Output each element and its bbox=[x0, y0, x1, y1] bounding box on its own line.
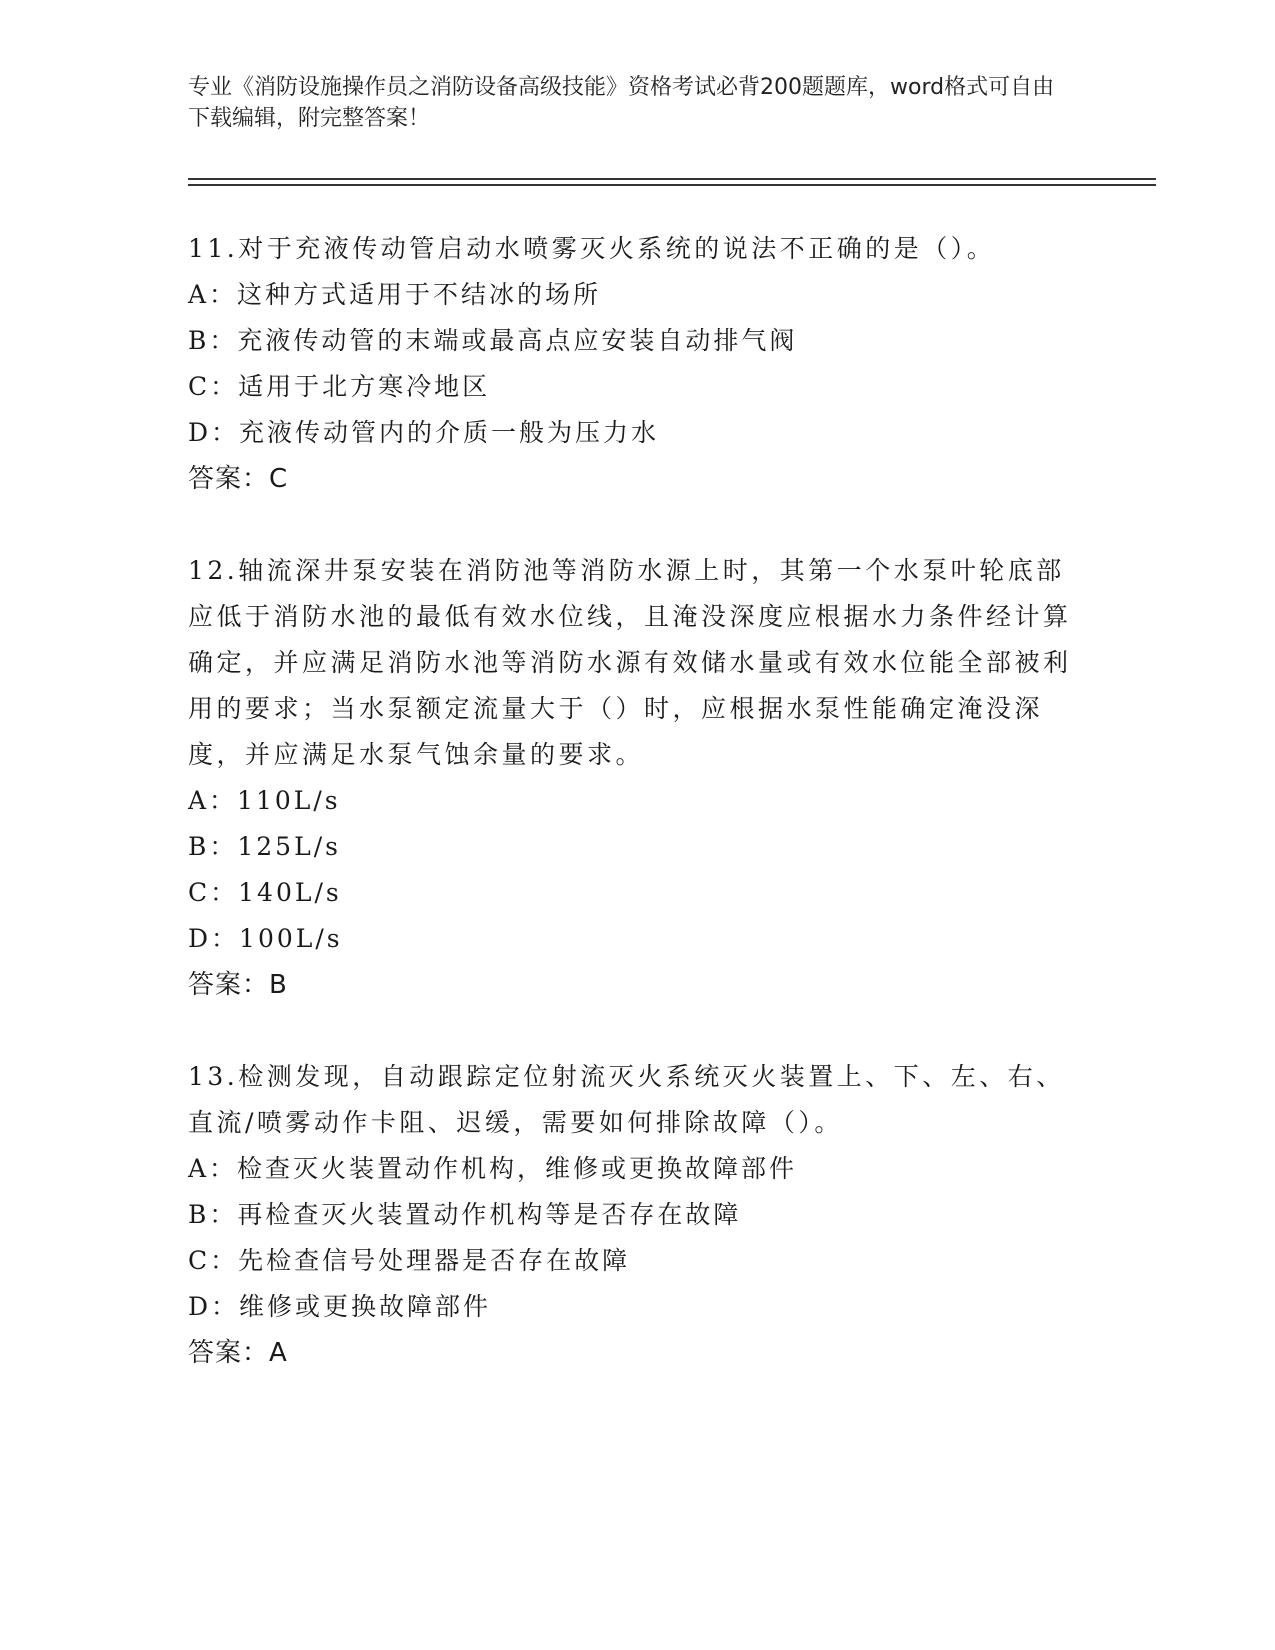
option-a: A：检查灭火装置动作机构，维修或更换故障部件 bbox=[188, 1154, 798, 1183]
option-d: D：100L/s bbox=[188, 924, 343, 953]
question-stem: 12.轴流深井泵安装在消防池等消防水源上时，其第一个水泵叶轮底部应低于消防水池的最低有效水位线，且淹没深度应根据水力条件经计算确定，并应满足消防水池等消防水源有效储水量或有效水位能全部被利用的要求；当水泵额定流量大于（）时，应根据水泵性能确定淹没深度，并应满足水泵气蚀余量的要求。 bbox=[188, 556, 1072, 769]
question-stem: 11.对于充液传动管启动水喷雾灭火系统的说法不正确的是（）。 bbox=[188, 234, 996, 263]
option-b: B：再检查灭火装置动作机构等是否存在故障 bbox=[188, 1200, 742, 1229]
question-13 bbox=[188, 1054, 1088, 1376]
question-stem: 13.检测发现，自动跟踪定位射流灭火系统灭火装置上、下、左、右、直流/喷雾动作卡阻、迟缓，需要如何排除故障（）。 bbox=[188, 1062, 1065, 1137]
option-c: C：先检查信号处理器是否存在故障 bbox=[188, 1246, 631, 1275]
option-c: C：140L/s bbox=[188, 878, 342, 907]
answer-line: 答案：B bbox=[188, 970, 288, 1000]
option-a: A：这种方式适用于不结冰的场所 bbox=[188, 280, 602, 309]
option-c: C：适用于北方寒冷地区 bbox=[188, 372, 491, 401]
option-b: B：充液传动管的末端或最高点应安装自动排气阀 bbox=[188, 326, 798, 355]
option-b: B：125L/s bbox=[188, 832, 341, 861]
header-divider-top bbox=[188, 178, 1156, 180]
question-12 bbox=[188, 548, 1088, 1008]
header-divider-bottom bbox=[188, 184, 1156, 186]
document-header: 专业《消防设施操作员之消防设备高级技能》资格考试必背200题题库，word格式可自由下载编辑，附完整答案！ bbox=[188, 75, 1055, 131]
option-a: A：110L/s bbox=[188, 786, 341, 815]
option-d: D：充液传动管内的介质一般为压力水 bbox=[188, 418, 660, 447]
question-11 bbox=[188, 226, 1088, 502]
answer-line: 答案：C bbox=[188, 464, 289, 494]
option-d: D：维修或更换故障部件 bbox=[188, 1292, 492, 1321]
question-list bbox=[188, 226, 1088, 1422]
answer-line: 答案：A bbox=[188, 1338, 288, 1368]
